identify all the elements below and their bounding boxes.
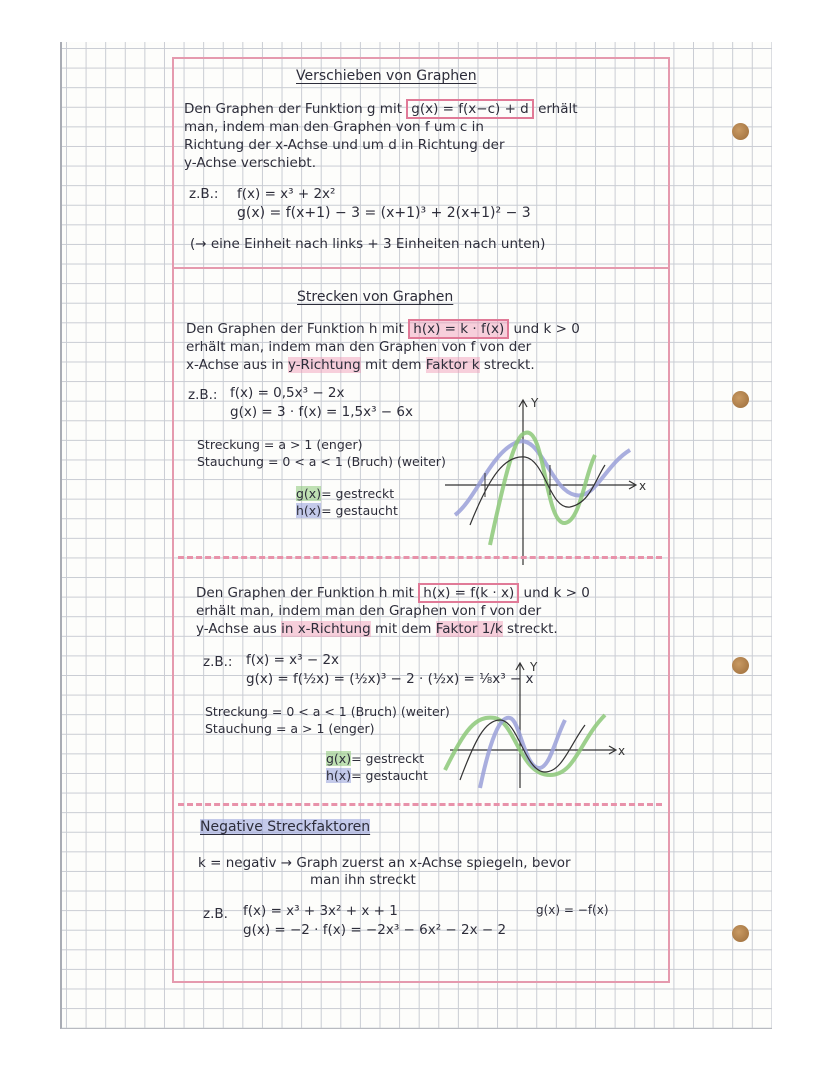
- example-line: g(x) = f(x+1) − 3 = (x+1)³ + 2(x+1)² − 3: [237, 205, 531, 221]
- text-line: y-Achse aus in x-Richtung mit dem Faktor 1/k streckt.: [196, 621, 558, 637]
- example-line: g(x) = f(½x) = (½x)³ − 2 · (½x) = ⅛x³ − x: [246, 671, 534, 687]
- text-line: erhält man, indem man den Graphen von f von der: [186, 339, 532, 355]
- rule-line: Streckung = a > 1 (enger): [197, 437, 363, 452]
- formula-box: g(x) = f(x−c) + d: [406, 99, 533, 119]
- formula-box: h(x) = k · f(x): [408, 319, 509, 339]
- example-label: z.B.: [203, 906, 228, 922]
- text-line: Den Graphen der Funktion g mit g(x) = f(x−c) + d erhält: [184, 101, 578, 117]
- formula-box: h(x) = f(k · x): [418, 583, 519, 603]
- legend-h: h(x)= gestaucht: [296, 503, 398, 518]
- section-title-negative: Negative Streckfaktoren: [200, 819, 371, 835]
- side-note: g(x) = −f(x): [536, 903, 609, 917]
- rule-line: Stauchung = 0 < a < 1 (Bruch) (weiter): [197, 454, 446, 469]
- example-line: g(x) = −2 · f(x) = −2x³ − 6x² − 2x − 2: [243, 922, 507, 938]
- text-line: k = negativ → Graph zuerst an x-Achse spiegeln, bevor: [198, 855, 571, 871]
- example-line: f(x) = x³ + 3x² + x + 1: [243, 903, 398, 919]
- example-line: f(x) = x³ − 2x: [246, 652, 340, 668]
- divider-dashed: [178, 556, 662, 559]
- text-line: Den Graphen der Funktion h mit h(x) = k · f(x) und k > 0: [186, 321, 580, 337]
- example-label: z.B.:: [188, 387, 218, 403]
- text-line: man, indem man den Graphen von f um c in: [184, 119, 484, 135]
- example-line: g(x) = 3 · f(x) = 1,5x³ − 6x: [230, 404, 413, 420]
- example-line: f(x) = x³ + 2x²: [237, 186, 336, 202]
- punch-hole: [732, 123, 749, 140]
- svg-text:Y: Y: [531, 396, 539, 410]
- svg-text:x: x: [618, 744, 626, 758]
- divider-dashed: [178, 803, 662, 806]
- text-line: y-Achse verschiebt.: [184, 155, 317, 171]
- text-line: x-Achse aus in y-Richtung mit dem Faktor k streckt.: [186, 357, 535, 373]
- legend-g: g(x)= gestreckt: [296, 486, 395, 501]
- text-line: man ihn streckt: [310, 872, 416, 888]
- text-line: Richtung der x-Achse und um d in Richtung der: [184, 137, 505, 153]
- sketch-graph-y-stretch: [445, 395, 645, 565]
- svg-text:x: x: [639, 479, 647, 493]
- punch-hole: [732, 391, 749, 408]
- example-label: z.B.:: [189, 186, 219, 202]
- sketch-graph-x-stretch: [440, 660, 630, 790]
- punch-hole: [732, 657, 749, 674]
- text-line: Den Graphen der Funktion h mit h(x) = f(k · x) und k > 0: [196, 585, 590, 601]
- example-label: z.B.:: [203, 654, 233, 670]
- example-line: f(x) = 0,5x³ − 2x: [230, 385, 345, 401]
- legend-h: h(x)= gestaucht: [326, 768, 428, 783]
- text-line: erhält man, indem man den Graphen von f von der: [196, 603, 542, 619]
- legend-g: g(x)= gestreckt: [326, 751, 425, 766]
- svg-text:Y: Y: [530, 660, 538, 674]
- section-title-shift: Verschieben von Graphen: [296, 68, 477, 84]
- note-line: (→ eine Einheit nach links + 3 Einheiten nach unten): [190, 236, 546, 252]
- section-title-stretch: Strecken von Graphen: [297, 289, 454, 305]
- rule-line: Stauchung = a > 1 (enger): [205, 721, 375, 736]
- rule-line: Streckung = 0 < a < 1 (Bruch) (weiter): [205, 704, 450, 719]
- punch-hole: [732, 925, 749, 942]
